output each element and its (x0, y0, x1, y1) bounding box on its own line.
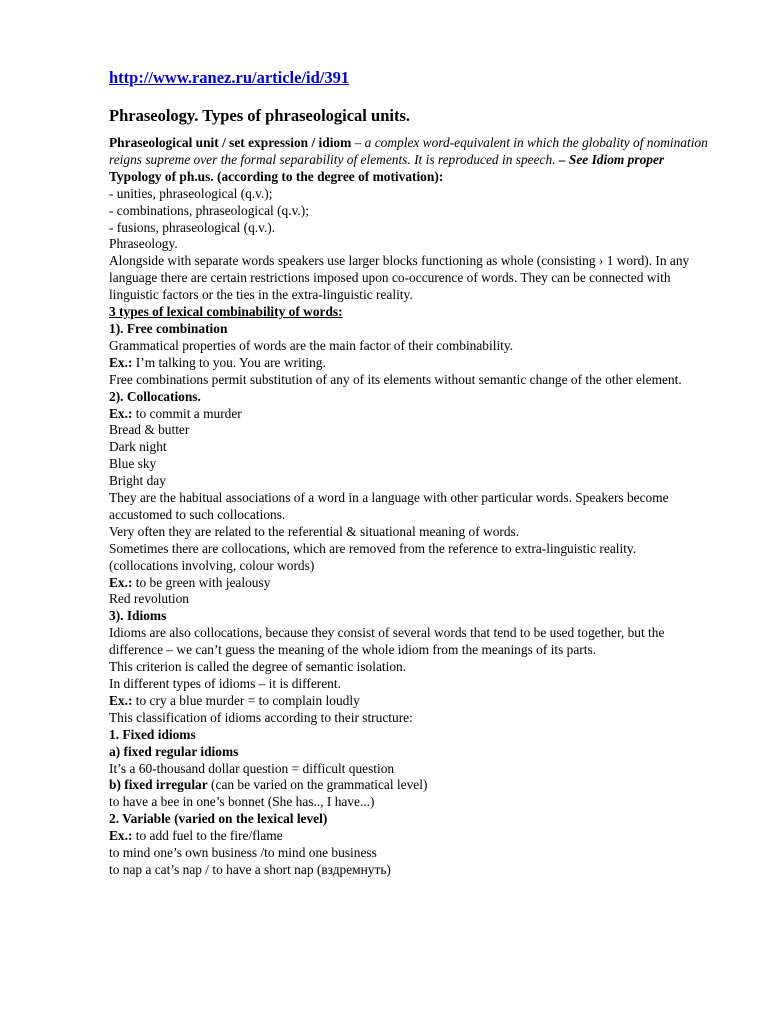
collocation-example-3: Red revolution (109, 591, 189, 607)
fixed-irregular-line (109, 777, 709, 794)
example-label: Ex.: (109, 692, 133, 708)
collocations-text-2: Very often they are related to the referential & situational meaning of words. (109, 523, 520, 539)
variable-text-3: to nap a cat’s nap / to have a short nap (вздремнуть) (109, 861, 391, 877)
example-text: I’m talking to you. You are writing. (132, 354, 326, 370)
definition-term: Phraseological unit / set expression / idiom (109, 135, 352, 150)
collocation-example: Bread & butter (109, 422, 190, 438)
example-text: to add fuel to the fire/flame (132, 828, 283, 844)
collocations-heading: 2). Collocations. (109, 388, 201, 404)
collocations-text-3: Sometimes there are collocations, which are removed from the reference to extra-linguistic reality. (109, 540, 637, 556)
fixed-idioms-heading: 1. Fixed idioms (109, 726, 196, 742)
example-label: Ex.: (109, 354, 133, 370)
document-body (109, 67, 709, 879)
fixed-irregular-heading: b) fixed irregular (109, 777, 208, 793)
collocation-example: Bright day (109, 473, 166, 489)
definition-see-also: – See Idiom proper (558, 151, 665, 167)
example-text: to be green with jealousy (132, 574, 271, 590)
idioms-text-3: In different types of idioms – it is different. (109, 676, 341, 691)
collocation-example: Dark night (109, 439, 167, 455)
combinability-heading: 3 types of lexical combinability of words: (109, 304, 343, 320)
collocation-example: Blue sky (109, 456, 157, 472)
definition-dash: – (351, 135, 365, 150)
typology-item: - unities, phraseological (q.v.); (109, 185, 273, 201)
fixed-irregular-text: to have a bee in one’s bonnet (She has.., I have...) (109, 794, 375, 810)
typology-heading: Typology of ph.us. (according to the degree of motivation): (109, 168, 444, 184)
idioms-text-2: This criterion is called the degree of semantic isolation. (109, 659, 407, 675)
fixed-regular-text: It’s a 60-thousand dollar question = difficult question (109, 760, 395, 776)
definition-text: a complex word-equivalent in which the globality of nomination reigns supreme over the formal separability of elements. It is reproduced in speech. (109, 135, 708, 167)
fixed-regular-heading: a) fixed regular idioms (109, 743, 239, 759)
idioms-heading: 3). Idioms (109, 608, 167, 624)
free-combination-heading: 1). Free combination (109, 320, 228, 336)
variable-example (109, 828, 709, 845)
collocation-example-2 (109, 575, 709, 592)
phraseology-label: Phraseology. (109, 236, 178, 252)
source-link[interactable]: http://www.ranez.ru/article/id/391 (109, 68, 350, 87)
phraseology-text: Alongside with separate words speakers use larger blocks functioning as whole (consisting › 1 word). In any language there are certain restrictions imposed upon co-occurence of words. They can be connected with linguistic factors or the ties in the extra-linguistic reality. (109, 253, 690, 303)
collocation-example (109, 406, 709, 423)
typology-item: - combinations, phraseological (q.v.); (109, 202, 309, 218)
collocations-text-4: (collocations involving, colour words) (109, 557, 315, 573)
free-combination-text: Grammatical properties of words are the main factor of their combinability. (109, 337, 514, 353)
free-combination-example (109, 355, 709, 372)
free-combination-text-2: Free combinations permit substitution of any of its elements without semantic change of the other element. (109, 371, 682, 387)
example-label: Ex.: (109, 405, 133, 421)
example-text: to commit a murder (132, 405, 242, 421)
fixed-irregular-note: (can be varied on the grammatical level) (207, 777, 428, 793)
variable-idioms-heading: 2. Variable (varied on the lexical level) (109, 811, 328, 827)
typology-item: - fusions, phraseological (q.v.). (109, 219, 276, 235)
example-text: to cry a blue murder = to complain loudly (132, 692, 360, 708)
example-label: Ex.: (109, 574, 133, 590)
idioms-text-1: Idioms are also collocations, because they consist of several words that tend to be used together, but the difference – we can’t guess the meaning of the whole idiom from the meanings of its parts. (109, 625, 665, 658)
document-text (109, 135, 709, 879)
collocations-text-1: They are the habitual associations of a word in a language with other particular words. Speakers become accustomed to such collocations. (109, 490, 669, 522)
idioms-text-4: This classification of idioms according to their structure: (109, 709, 413, 725)
idioms-example (109, 693, 709, 710)
variable-text-2: to mind one’s own business /to mind one business (109, 845, 377, 861)
example-label: Ex.: (109, 828, 133, 844)
document-title: Phraseology. Types of phraseological units. (109, 106, 410, 125)
definition-paragraph (109, 135, 709, 169)
